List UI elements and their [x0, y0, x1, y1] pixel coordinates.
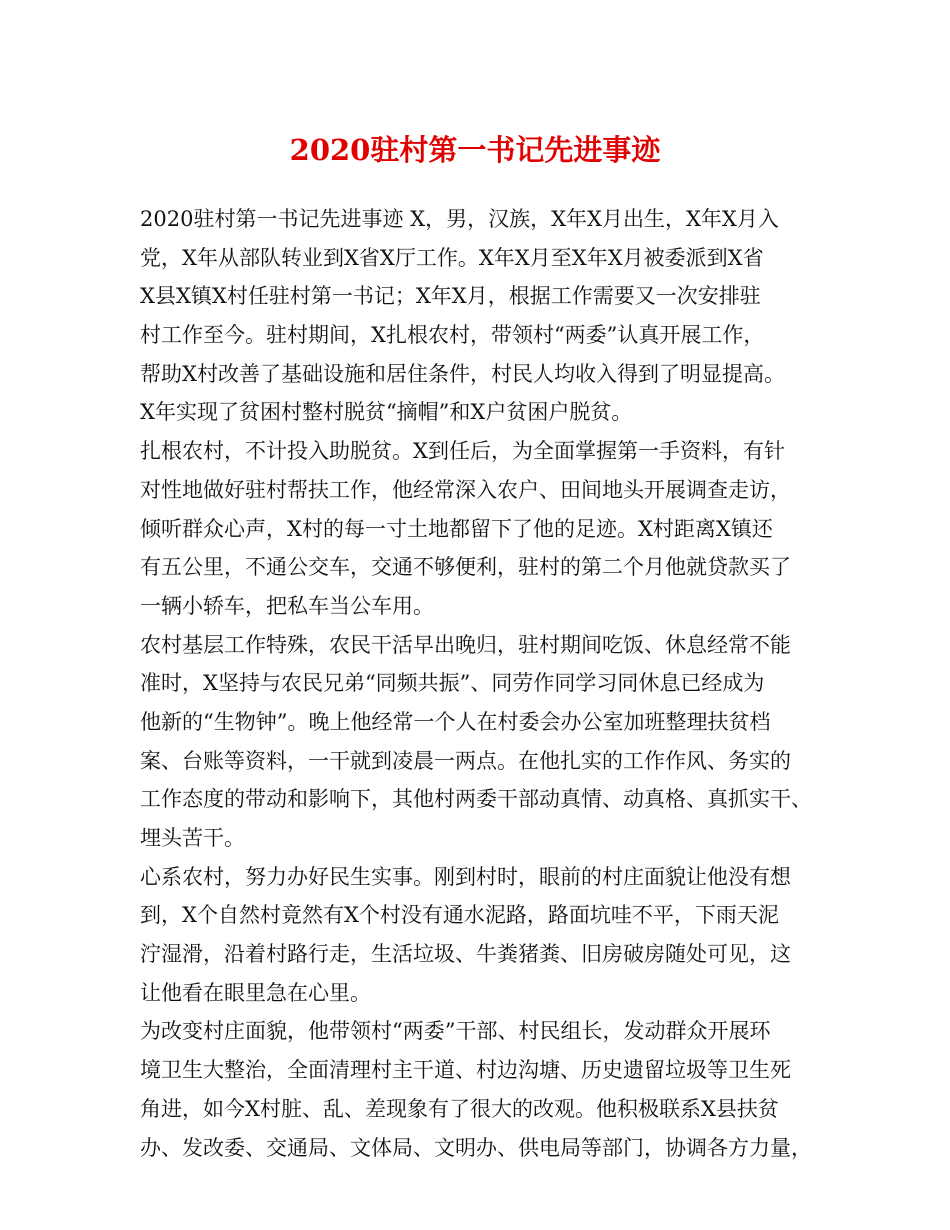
body-line: 准时，X坚持与农民兄弟“同频共振”、同劳作同学习同休息已经成为: [140, 671, 765, 696]
body-line: 扎根农村，不计投入助脱贫。X到任后，为全面掌握第一手资料，有针: [140, 439, 785, 464]
body-line: 案、台账等资料，一干就到凌晨一两点。在他扎实的工作作风、务实的: [140, 748, 791, 773]
body-line: 埋头苦干。: [140, 826, 245, 850]
document-title: 2020驻村第一书记先进事迹: [289, 133, 661, 167]
body-line: 工作态度的带动和影响下，其他村两委干部动真情、动真格、真抓实干、: [140, 787, 812, 812]
body-line: 泞湿滑，沿着村路行走，生活垃圾、牛粪猪粪、旧房破房随处可见，这: [140, 942, 791, 967]
body-line: 倾听群众心声，X村的每一寸土地都留下了他的足迹。X村距离X镇还: [140, 516, 773, 541]
body-line: 一辆小轿车，把私车当公车用。: [140, 593, 434, 618]
body-line: 角进，如今X村脏、乱、差现象有了很大的改观。他积极联系X县扶贫: [140, 1096, 779, 1121]
body-line: 到，X个自然村竟然有X个村没有通水泥路，路面坑哇不平，下雨天泥: [140, 903, 779, 928]
body-line: 2020驻村第一书记先进事迹 X，男，汉族，X年X月出生，X年X月入: [140, 207, 779, 231]
body-line: 农村基层工作特殊，农民干活早出晚归，驻村期间吃饭、休息经常不能: [140, 632, 791, 657]
body-line: 办、发改委、交通局、文体局、文明办、供电局等部门，协调各方力量，: [140, 1135, 812, 1160]
body-line: 境卫生大整治，全面清理村主干道、村边沟塘、历史遗留垃圾等卫生死: [140, 1058, 791, 1083]
body-line: X县X镇X村任驻村第一书记；X年X月，根据工作需要又一次安排驻: [140, 284, 761, 309]
body-line: 帮助X村改善了基础设施和居住条件，村民人均收入得到了明显提高。: [140, 361, 785, 386]
body-line: 他新的“生物钟”。晚上他经常一个人在村委会办公室加班整理扶贫档: [140, 709, 771, 734]
body-line: X年实现了贫困村整村脱贫“摘帽”和X户贫困户脱贫。: [140, 400, 633, 425]
body-line: 村工作至今。驻村期间，X扎根农村，带领村“两委”认真开展工作，: [140, 323, 765, 348]
body-line: 让他看在眼里急在心里。: [140, 980, 371, 1005]
body-line: 心系农村，努力办好民生实事。刚到村时，眼前的村庄面貌让他没有想: [140, 864, 791, 889]
body-line: 为改变村庄面貌，他带领村“两委”干部、村民组长，发动群众开展环: [140, 1019, 771, 1044]
document-body: [140, 200, 830, 1167]
body-line: 党，X年从部队转业到X省X厅工作。X年X月至X年X月被委派到X省: [140, 245, 764, 270]
body-line: 对性地做好驻村帮扶工作，他经常深入农户、田间地头开展调查走访，: [140, 477, 791, 502]
body-line: 有五公里，不通公交车，交通不够便利，驻村的第二个月他就贷款买了: [140, 555, 791, 580]
